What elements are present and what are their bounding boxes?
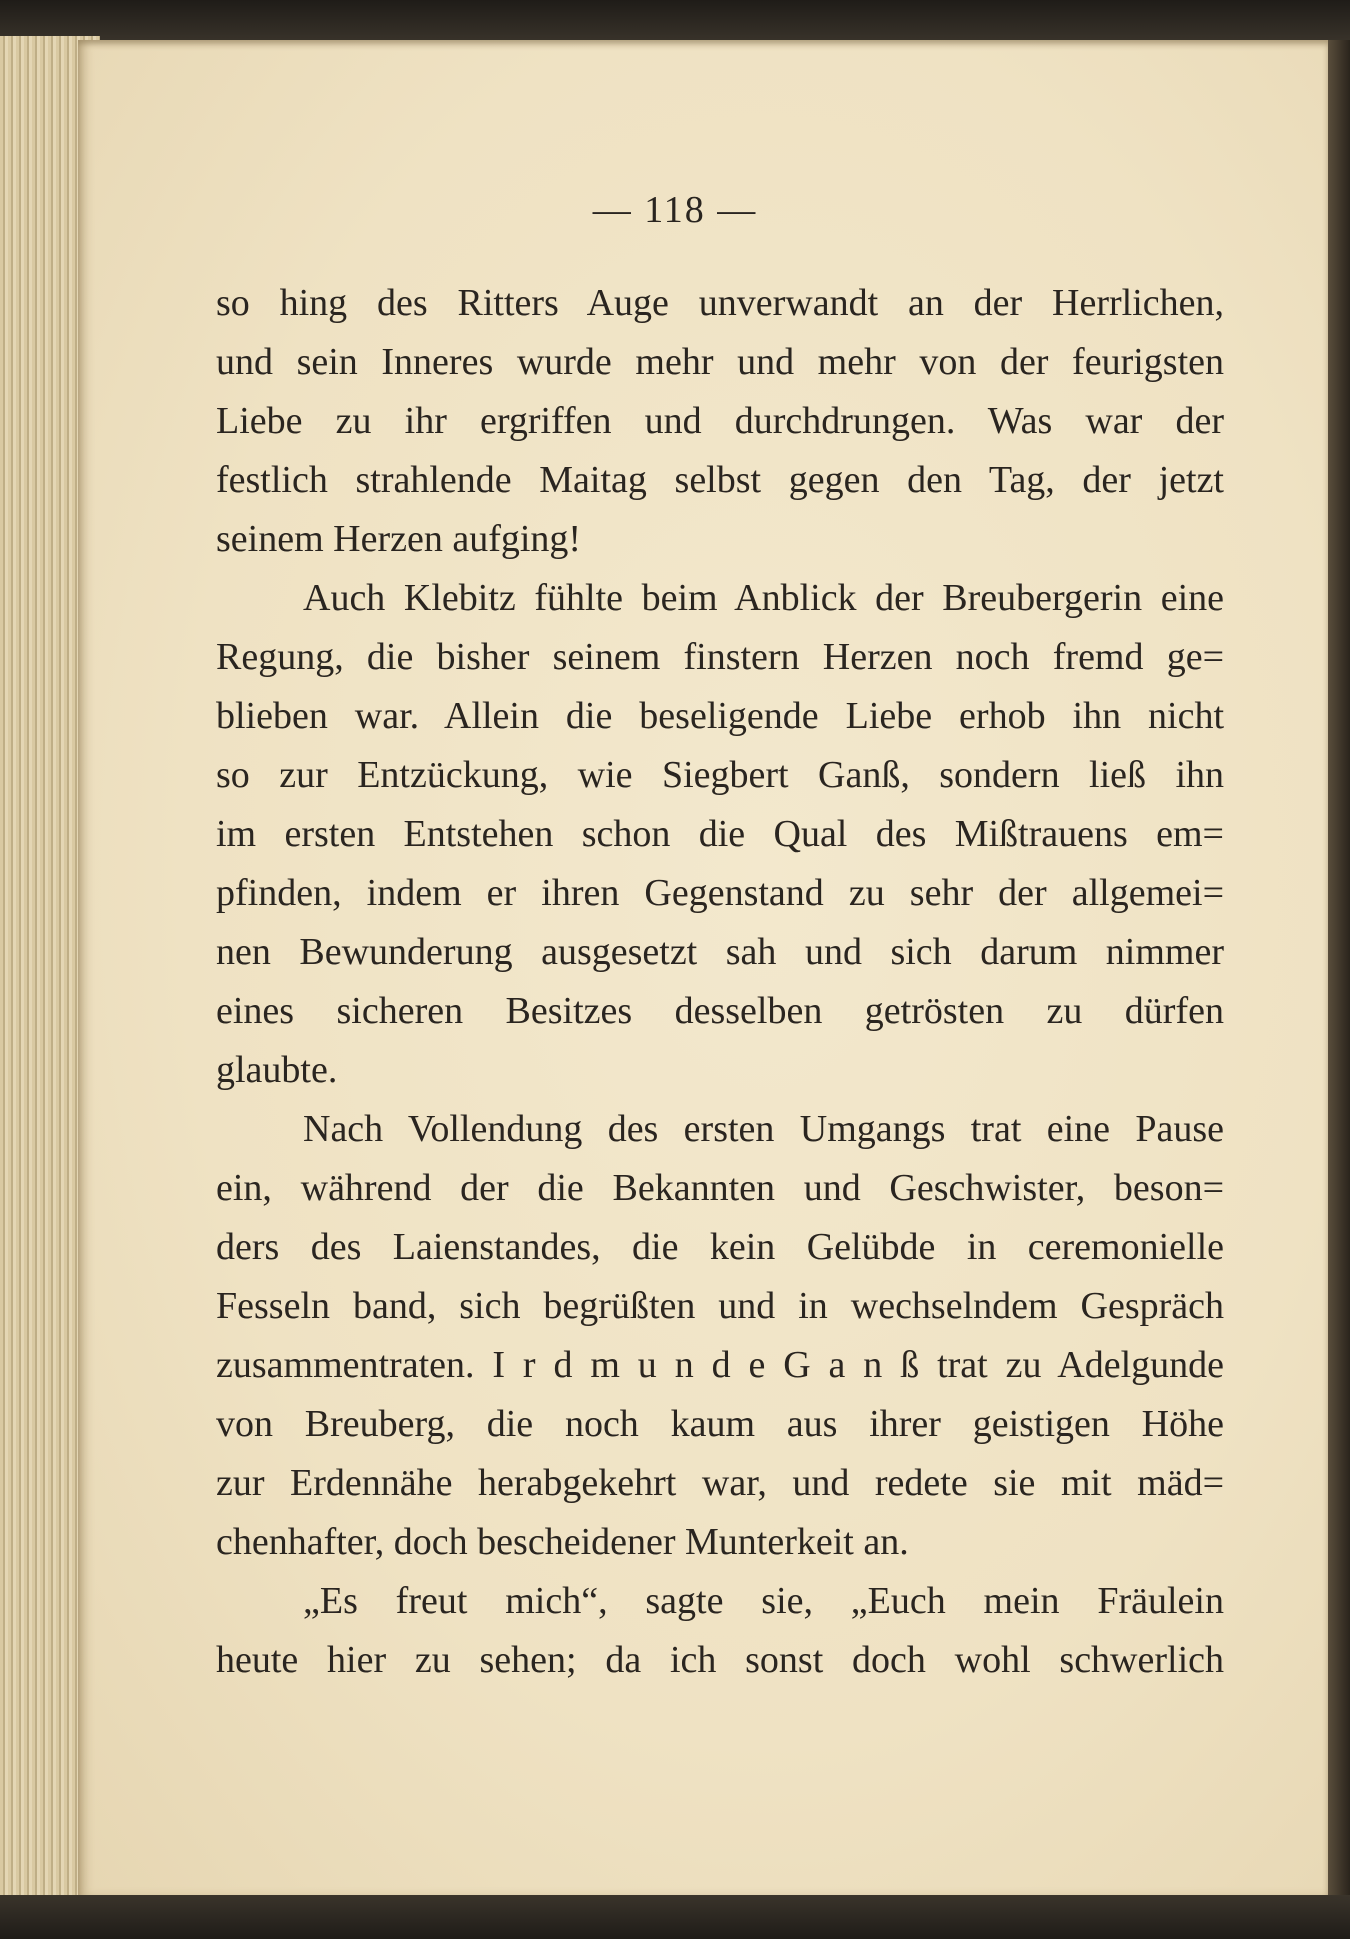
text-line: seinem Herzen aufging!	[216, 518, 582, 560]
text-line: im ersten Entstehen schon die Qual des Mißtrauens em=	[216, 813, 1224, 855]
paragraph-start-line: „Es freut mich“, sagte sie, „Euch mein Fräulein	[303, 1580, 1224, 1622]
text-line: Liebe zu ihr ergriffen und durchdrungen. Was war der	[216, 400, 1224, 442]
text-line: festlich strahlende Maitag selbst gegen den Tag, der jetzt	[216, 459, 1224, 501]
text-line: von Breuberg, die noch kaum aus ihrer geistigen Höhe	[216, 1403, 1224, 1445]
page-number: — 118 —	[592, 189, 758, 231]
text-line: chenhafter, doch bescheidener Munterkeit an.	[216, 1521, 909, 1563]
text-line: Regung, die bisher seinem finstern Herzen noch fremd ge=	[216, 636, 1224, 678]
scan-top-border	[0, 0, 1350, 44]
text-line: pfinden, indem er ihren Gegenstand zu sehr der allgemei=	[216, 872, 1224, 914]
text-line: nen Bewunderung ausgesetzt sah und sich darum nimmer	[216, 931, 1224, 973]
text-line: zusammentraten. I r d m u n d e G a n ß trat zu Adelgunde	[216, 1344, 1224, 1386]
text-line: so hing des Ritters Auge unverwandt an der Herrlichen,	[216, 282, 1224, 324]
text-line: ders des Laienstandes, die kein Gelübde in ceremonielle	[216, 1226, 1224, 1268]
text-line: zur Erdennähe herabgekehrt war, und redete sie mit mäd=	[216, 1462, 1224, 1504]
scan-right-border	[1328, 40, 1350, 1898]
text-line: eines sicheren Besitzes desselben getrösten zu dürfen	[216, 990, 1224, 1032]
paragraph-start-line: Nach Vollendung des ersten Umgangs trat eine Pause	[303, 1108, 1224, 1150]
text-line: heute hier zu sehen; da ich sonst doch wohl schwerlich	[216, 1639, 1224, 1681]
paragraph-start-line: Auch Klebitz fühlte beim Anblick der Breubergerin eine	[303, 577, 1224, 619]
text-line: blieben war. Allein die beseligende Liebe erhob ihn nicht	[216, 695, 1224, 737]
text-line: ein, während der die Bekannten und Geschwister, beson=	[216, 1167, 1224, 1209]
body-text	[216, 274, 1224, 1690]
text-line: so zur Entzückung, wie Siegbert Ganß, sondern ließ ihn	[216, 754, 1224, 796]
text-line: glaubte.	[216, 1049, 338, 1091]
text-line: Fesseln band, sich begrüßten und in wechselndem Gespräch	[216, 1285, 1224, 1327]
scan-bottom-border	[0, 1895, 1350, 1939]
text-line: und sein Inneres wurde mehr und mehr von der feurigsten	[216, 341, 1224, 383]
